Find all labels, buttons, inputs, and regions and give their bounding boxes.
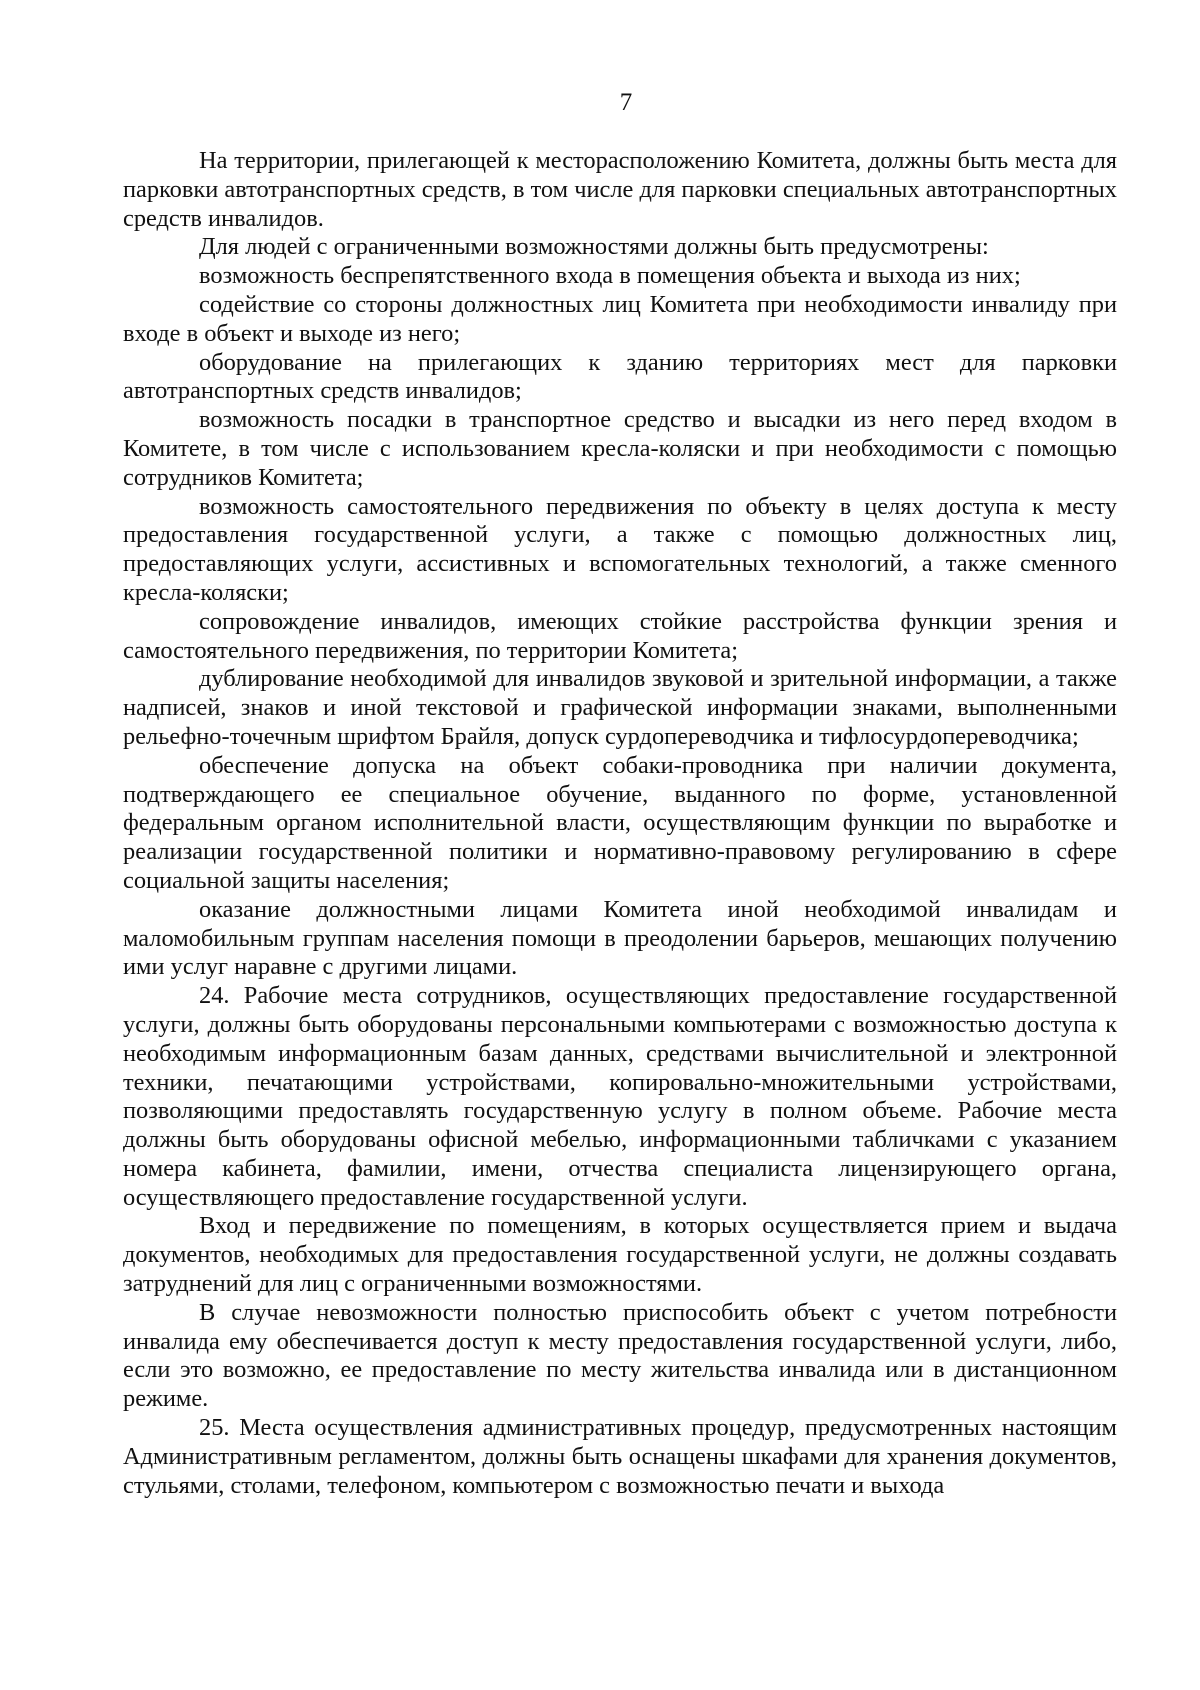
paragraph-staff-assistance: содействие со стороны должностных лиц Комитета при необходимости инвалиду при входе в объект и выходе из него; (123, 290, 1117, 347)
paragraph-guide-dog: обеспечение допуска на объект собаки-проводника при наличии документа, подтверждающего ее специальное обучение, выданного по форме, установленной федеральным органом исполнительной власти, осуществляющим функции по выработке и реализации государственной политики и нормативно-правовому регулированию в сфере социальной защиты населения; (123, 751, 1117, 894)
paragraph-procedure-places: 25. Места осуществления административных процедур, предусмотренных настоящим Административным регламентом, должны быть оснащены шкафами для хранения документов, стульями, столами, телефоном, компьютером с возможностью печати и выхода (123, 1414, 1117, 1499)
paragraph-alternative-access: В случае невозможности полностью приспособить объект с учетом потребности инвалида ему обеспечивается доступ к месту предоставления государственной услуги, либо, если это возможно, ее предоставление по месту жительства инвалида или в дистанционном режиме. (123, 1298, 1117, 1413)
paragraph-escort: сопровождение инвалидов, имеющих стойкие расстройства функции зрения и самостоятельного передвижения, по территории Комитета; (123, 607, 1117, 664)
paragraph-vehicle-boarding: возможность посадки в транспортное средство и высадки из него перед входом в Комитете, в том числе с использованием кресла-коляски и при необходимости с помощью сотрудников Комитета; (123, 406, 1117, 491)
paragraph-workplaces: 24. Рабочие места сотрудников, осуществляющих предоставление государственной услуги, должны быть оборудованы персональными компьютерами с возможностью доступа к необходимым информационным базам данных, средствами вычислительной и электронной техники, печатающими устройствами, копировально-множительными устройствами, позволяющими предоставлять государственную услугу в полном объеме. Рабочие места должны быть оборудованы офисной мебелью, информационными табличками с указанием номера кабинета, фамилии, имени, отчества специалиста лицензирующего органа, осуществляющего предоставление государственной услуги. (123, 982, 1117, 1211)
paragraph-accessibility-intro: Для людей с ограниченными возможностями должны быть предусмотрены: (199, 233, 989, 261)
paragraph-independent-movement: возможность самостоятельного передвижения по объекту в целях доступа к месту предоставления государственной услуги, а также с помощью должностных лиц, предоставляющих услуги, ассистивных и вспомогательных технологий, а также сменного кресла-коляски; (123, 492, 1117, 606)
paragraph-unobstructed-entry: возможность беспрепятственного входа в помещения объекта и выхода из них; (199, 262, 1021, 290)
document-body (123, 147, 1117, 1500)
paragraph-other-help: оказание должностными лицами Комитета иной необходимой инвалидам и маломобильным группам населения помощи в преодолении барьеров, мешающих получению ими услуг наравне с другими лицами. (123, 895, 1117, 981)
paragraph-parking-equipment: оборудование на прилегающих к зданию территориях мест для парковки автотранспортных средств инвалидов; (123, 348, 1117, 405)
paragraph-parking: На территории, прилегающей к месторасположению Комитета, должны быть места для парковки автотранспортных средств, в том числе для парковки специальных автотранспортных средств инвалидов. (123, 147, 1117, 232)
paragraph-premises-access: Вход и передвижение по помещениям, в которых осуществляется прием и выдача документов, необходимых для предоставления государственной услуги, не должны создавать затруднений для лиц с ограниченными возможностями. (123, 1212, 1117, 1298)
page-number: 7 (619, 89, 633, 116)
paragraph-information-duplication: дублирование необходимой для инвалидов звуковой и зрительной информации, а также надписей, знаков и иной текстовой и графической информации знаками, выполненными рельефно-точечным шрифтом Брайля, допуск сурдопереводчика и тифлосурдопереводчика; (123, 665, 1117, 750)
